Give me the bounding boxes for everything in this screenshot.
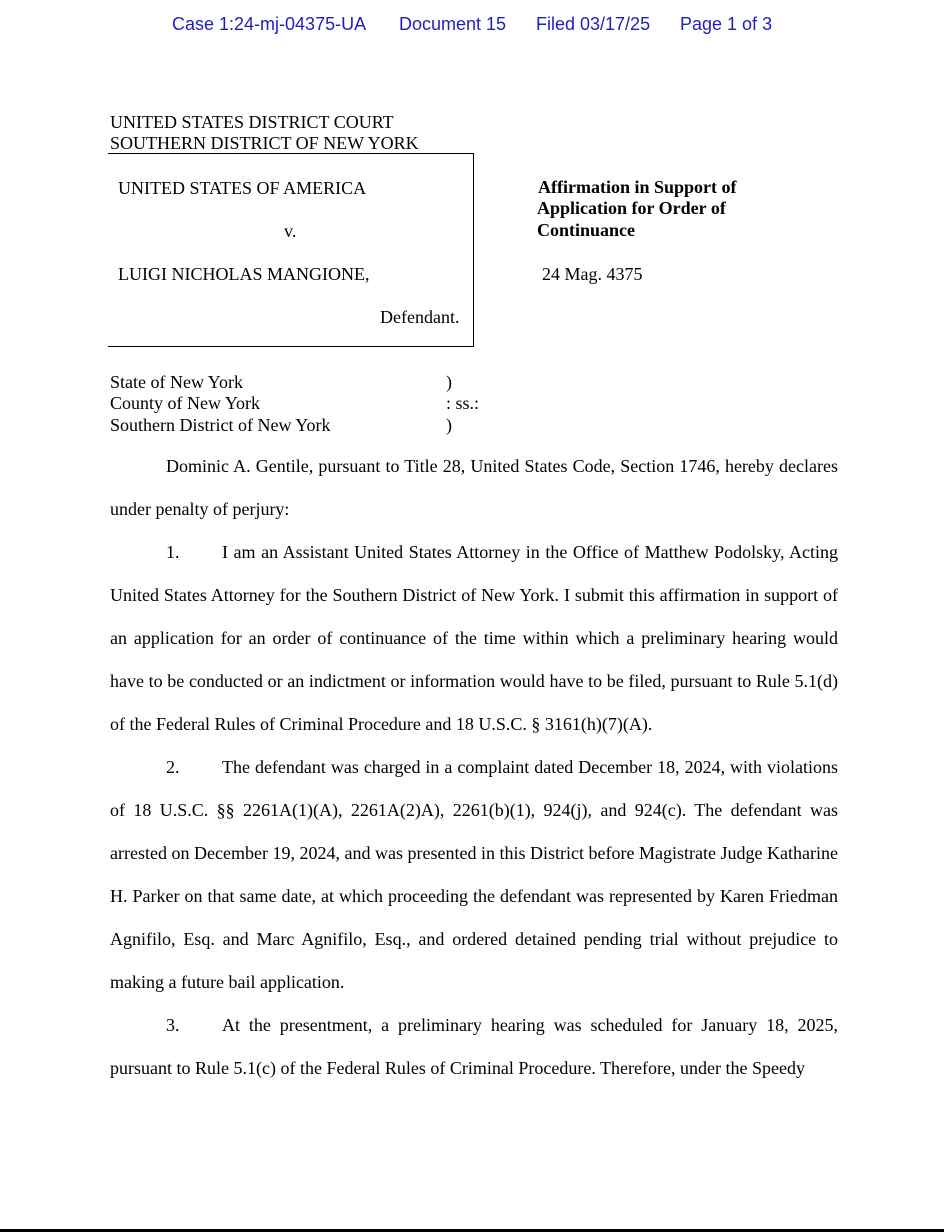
venue-county: County of New York bbox=[110, 393, 261, 413]
document-number: Document 15 bbox=[399, 14, 507, 34]
paragraph-text: At the presentment, a preliminary hearing was scheduled for January 18, 2025, pursuant to Rule 5.1(c) of the Federal Rules of Criminal Procedure. Therefore, under the Speedy bbox=[110, 1015, 838, 1078]
court-name-line1: UNITED STATES DISTRICT COURT bbox=[110, 112, 394, 132]
caption-defendant-name: LUIGI NICHOLAS MANGIONE, bbox=[118, 264, 370, 284]
filing-header bbox=[0, 14, 944, 40]
numbered-paragraph-1 bbox=[110, 531, 838, 746]
venue-ss: : ss.: bbox=[446, 393, 480, 413]
paragraph-number: 1. bbox=[166, 542, 180, 562]
intro-text: Dominic A. Gentile, pursuant to Title 28, United States Code, Section 1746, hereby declares under penalty of perjury: bbox=[110, 456, 838, 519]
venue-state: State of New York bbox=[110, 372, 243, 392]
numbered-paragraph-2 bbox=[110, 746, 838, 1004]
venue-paren-bottom: ) bbox=[446, 415, 452, 435]
court-name-line2: SOUTHERN DISTRICT OF NEW YORK bbox=[110, 133, 419, 153]
paragraph-number: 2. bbox=[166, 757, 180, 777]
paragraph-number: 3. bbox=[166, 1015, 180, 1035]
paragraph-text: I am an Assistant United States Attorney in the Office of Matthew Podolsky, Acting United States Attorney for the Southern District of New York. I submit this affirmation in support of an application for an order of continuance of the time within which a preliminary hearing would have to be conducted or an indictment or information would have to be filed, pursuant to Rule 5.1(d) of the Federal Rules of Criminal Procedure and 18 U.S.C. § 3161(h)(7)(A). bbox=[110, 542, 838, 734]
numbered-paragraph-3 bbox=[110, 1004, 838, 1090]
caption-defendant-role: Defendant. bbox=[380, 307, 460, 327]
document-title-line2: Application for Order of bbox=[537, 198, 726, 218]
venue-district: Southern District of New York bbox=[110, 415, 331, 435]
case-number: Case 1:24-mj-04375-UA bbox=[172, 14, 367, 34]
caption-plaintiff: UNITED STATES OF AMERICA bbox=[118, 178, 367, 198]
intro-paragraph bbox=[110, 445, 838, 531]
filed-date: Filed 03/17/25 bbox=[536, 14, 651, 34]
venue-paren-top: ) bbox=[446, 372, 452, 392]
document-title-line1: Affirmation in Support of bbox=[538, 177, 737, 197]
caption-versus: v. bbox=[284, 221, 297, 241]
docket-number: 24 Mag. 4375 bbox=[542, 264, 643, 284]
paragraph-text: The defendant was charged in a complaint dated December 18, 2024, with violations of 18 U.S.C. §§ 2261A(1)(A), 2261A(2)A), 2261(b)(1), 924(j), and 924(c). The defendant was arrested on December 19, 2024, and was presented in this District before Magistrate Judge Katharine H. Parker on that same date, at which proceeding the defendant was represented by Karen Friedman Agnifilo, Esq. and Marc Agnifilo, Esq., and ordered detained pending trial without prejudice to making a future bail application. bbox=[110, 757, 838, 992]
document-body bbox=[110, 445, 838, 1090]
document-title-line3: Continuance bbox=[537, 220, 636, 240]
page-indicator: Page 1 of 3 bbox=[680, 14, 773, 34]
